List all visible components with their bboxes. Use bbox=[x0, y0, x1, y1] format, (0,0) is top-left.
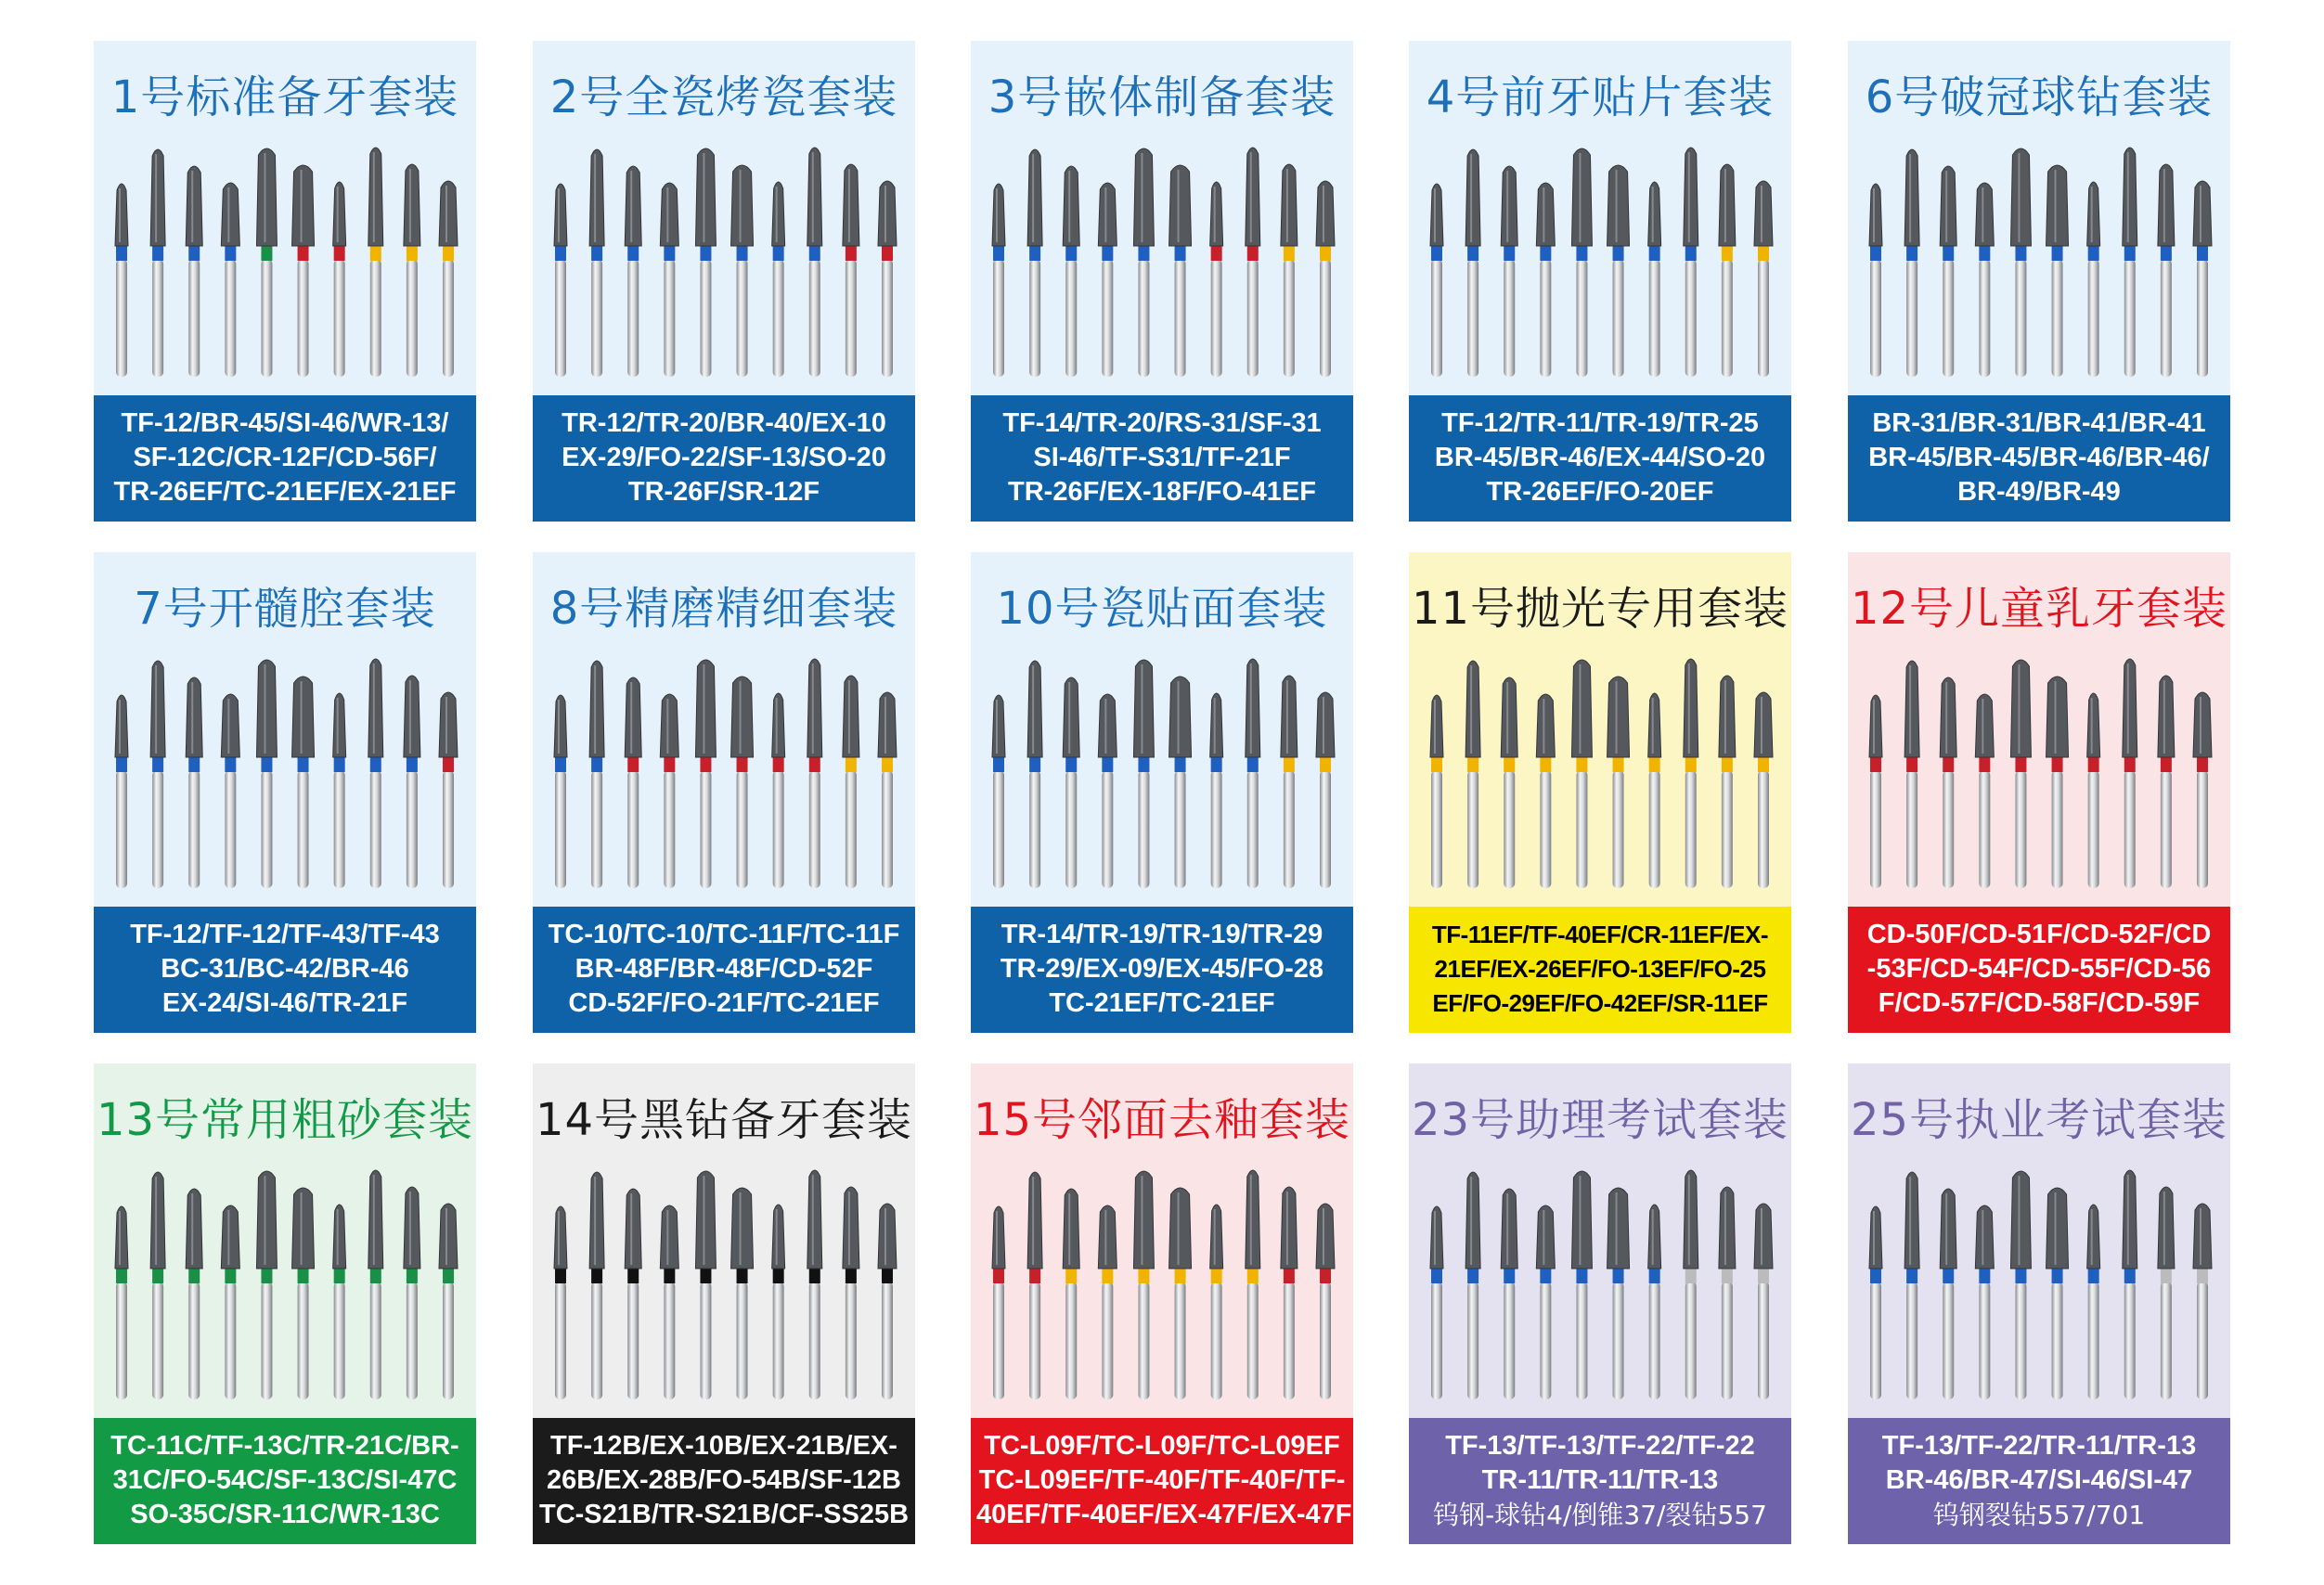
kit-image-area bbox=[971, 552, 1353, 907]
kit-card-25[interactable] bbox=[1848, 1063, 2230, 1544]
bur-icon bbox=[1501, 677, 1517, 888]
bur-icon bbox=[2010, 660, 2031, 888]
kit-model-list bbox=[1848, 395, 2230, 522]
kit-title: 15号邻面去釉套装 bbox=[973, 1094, 1351, 1146]
bur-icon bbox=[2193, 692, 2212, 888]
bur-icon bbox=[1210, 1205, 1223, 1399]
kit-card-23[interactable] bbox=[1409, 1063, 1791, 1544]
model-line: BR-46/BR-47/SI-46/SI-47 bbox=[1885, 1465, 2193, 1495]
model-line: TC-21EF/TC-21EF bbox=[1049, 988, 1275, 1018]
kit-model-list bbox=[533, 907, 915, 1033]
kit-card-3[interactable] bbox=[971, 41, 1353, 522]
bur-icon bbox=[256, 660, 277, 888]
bur-icon bbox=[292, 165, 315, 377]
bur-icon bbox=[731, 1188, 754, 1399]
bur-icon bbox=[625, 1189, 641, 1399]
model-line: EX-29/FO-22/SF-13/SO-20 bbox=[562, 443, 886, 472]
kit-title: 7号开髓腔套装 bbox=[134, 583, 436, 635]
bur-icon bbox=[292, 677, 315, 888]
model-line: 26B/EX-28B/FO-54B/SF-12B bbox=[547, 1465, 901, 1495]
bur-icon bbox=[807, 659, 822, 888]
kit-title: 11号抛光专用套装 bbox=[1411, 583, 1789, 635]
bur-icon bbox=[1975, 183, 1994, 377]
model-line: TR-14/TR-19/TR-19/TR-29 bbox=[1001, 920, 1323, 949]
bur-icon bbox=[1904, 1172, 1919, 1399]
kit-image-area bbox=[1848, 1063, 2230, 1418]
bur-icon bbox=[1536, 183, 1555, 377]
bur-icon bbox=[1133, 1171, 1154, 1399]
bur-icon bbox=[150, 149, 165, 377]
bur-icon bbox=[589, 661, 604, 888]
kit-image-area bbox=[971, 1063, 1353, 1418]
bur-icon bbox=[1940, 166, 1956, 377]
kit-image-area bbox=[1409, 41, 1791, 395]
kit-image-area bbox=[94, 41, 476, 395]
bur-icon bbox=[333, 693, 346, 888]
bur-icon bbox=[1465, 149, 1480, 377]
model-line: TR-12/TR-20/BR-40/EX-10 bbox=[562, 408, 886, 438]
bur-icon bbox=[1571, 660, 1592, 888]
bur-icon bbox=[589, 149, 604, 377]
bur-icon bbox=[878, 1204, 897, 1399]
bur-icon bbox=[1684, 1170, 1698, 1399]
model-line: TF-13/TF-22/TR-11/TR-13 bbox=[1881, 1431, 2197, 1461]
bur-icon bbox=[1133, 148, 1154, 377]
kit-model-list bbox=[971, 395, 1353, 522]
bur-icon bbox=[368, 148, 383, 377]
bur-icon bbox=[843, 164, 859, 377]
model-line: TF-12/TR-11/TR-19/TR-25 bbox=[1441, 408, 1759, 438]
model-line: SO-35C/SR-11C/WR-13C bbox=[130, 1500, 440, 1529]
bur-icon bbox=[2123, 659, 2137, 888]
kit-card-4[interactable] bbox=[1409, 41, 1791, 522]
bur-icon bbox=[2046, 677, 2069, 888]
model-line: BR-48F/BR-48F/CD-52F bbox=[575, 954, 873, 984]
model-line: TC-L09F/TC-L09F/TC-L09EF bbox=[984, 1431, 1340, 1461]
bur-icon bbox=[2010, 148, 2031, 377]
kit-card-2[interactable] bbox=[533, 41, 915, 522]
kit-card-10[interactable] bbox=[971, 552, 1353, 1033]
bur-icon bbox=[1246, 659, 1260, 888]
bur-icon bbox=[1719, 676, 1736, 888]
kit-card-7[interactable] bbox=[94, 552, 476, 1033]
model-line: 31C/FO-54C/SF-13C/SI-47C bbox=[112, 1465, 458, 1495]
kit-model-list bbox=[1409, 395, 1791, 522]
bur-icon bbox=[333, 182, 346, 377]
bur-icon bbox=[186, 677, 202, 888]
bur-icon bbox=[1027, 1172, 1042, 1399]
model-line: TR-29/EX-09/EX-45/FO-28 bbox=[1000, 954, 1324, 984]
kit-title: 8号精磨精细套装 bbox=[549, 583, 898, 635]
bur-icon bbox=[1754, 181, 1773, 377]
kit-image-area bbox=[533, 1063, 915, 1418]
bur-icon bbox=[554, 1206, 567, 1399]
bur-icon bbox=[404, 1187, 420, 1399]
bur-icon bbox=[115, 184, 128, 377]
kit-model-list bbox=[1409, 907, 1791, 1033]
bur-icon bbox=[878, 692, 897, 888]
kit-title: 14号黑钻备牙套装 bbox=[535, 1094, 913, 1146]
model-line: CD-50F/CD-51F/CD-52F/CD bbox=[1866, 920, 2212, 949]
model-line: CD-52F/FO-21F/TC-21EF bbox=[568, 988, 880, 1018]
bur-icon bbox=[2010, 1171, 2031, 1399]
model-line: TF-12B/EX-10B/EX-21B/EX- bbox=[550, 1431, 897, 1461]
model-line: TC-11C/TF-13C/TR-21C/BR- bbox=[110, 1431, 459, 1461]
kit-title: 10号瓷贴面套装 bbox=[996, 583, 1328, 635]
bur-icon bbox=[439, 1204, 458, 1399]
model-line: TF-11EF/TF-40EF/CR-11EF/EX- bbox=[1431, 921, 1769, 948]
bur-icon bbox=[2087, 1205, 2100, 1399]
bur-icon bbox=[368, 659, 383, 888]
kit-title: 12号儿童乳牙套装 bbox=[1850, 583, 2228, 635]
kit-model-list bbox=[1848, 907, 2230, 1033]
model-line: TF-13/TF-13/TF-22/TF-22 bbox=[1445, 1431, 1755, 1461]
bur-icon bbox=[221, 1205, 239, 1399]
bur-icon bbox=[1607, 1188, 1630, 1399]
kit-model-list bbox=[971, 1418, 1353, 1544]
model-line: BR-49/BR-49 bbox=[1957, 477, 2121, 507]
kit-title: 4号前牙贴片套装 bbox=[1426, 71, 1775, 123]
kit-title: 23号助理考试套装 bbox=[1411, 1094, 1789, 1146]
bur-icon bbox=[292, 1188, 315, 1399]
bur-icon bbox=[1571, 1171, 1592, 1399]
bur-icon bbox=[2193, 1204, 2212, 1399]
bur-icon bbox=[256, 1171, 277, 1399]
bur-icon bbox=[1281, 1187, 1298, 1399]
bur-icon bbox=[1536, 694, 1555, 888]
bur-icon bbox=[660, 694, 678, 888]
bur-icon bbox=[1904, 661, 1919, 888]
bur-icon bbox=[1940, 677, 1956, 888]
bur-icon bbox=[1316, 181, 1335, 377]
kit-image-area bbox=[1848, 41, 2230, 395]
bur-icon bbox=[1869, 184, 1882, 377]
bur-icon bbox=[115, 1206, 128, 1399]
bur-icon bbox=[843, 676, 859, 888]
model-line: TC-10/TC-10/TC-11F/TC-11F bbox=[548, 920, 900, 949]
bur-icon bbox=[1316, 692, 1335, 888]
kit-card-1[interactable] bbox=[94, 41, 476, 522]
kit-model-list bbox=[1409, 1418, 1791, 1544]
kit-image-area bbox=[533, 552, 915, 907]
bur-icon bbox=[1607, 677, 1630, 888]
bur-icon bbox=[1246, 1170, 1260, 1399]
bur-icon bbox=[256, 148, 277, 377]
bur-icon bbox=[1571, 148, 1592, 377]
model-line: SI-46/TF-S31/TF-21F bbox=[1033, 443, 1291, 472]
bur-icon bbox=[1027, 149, 1042, 377]
bur-icon bbox=[150, 661, 165, 888]
kit-model-list bbox=[533, 395, 915, 522]
bur-icon bbox=[695, 148, 716, 377]
model-line: TC-S21B/TR-S21B/CF-SS25B bbox=[538, 1500, 910, 1529]
bur-icon bbox=[221, 694, 239, 888]
kit-card-14[interactable] bbox=[533, 1063, 915, 1544]
bur-icon bbox=[1430, 1206, 1443, 1399]
kit-image-area bbox=[1848, 552, 2230, 907]
bur-icon bbox=[2158, 1187, 2175, 1399]
model-line: BR-31/BR-31/BR-41/BR-41 bbox=[1872, 408, 2206, 438]
model-line: EF/FO-29EF/FO-42EF/SR-11EF bbox=[1432, 989, 1768, 1017]
bur-icon bbox=[1246, 148, 1260, 377]
kit-card-13[interactable] bbox=[94, 1063, 476, 1544]
model-line: -53F/CD-54F/CD-55F/CD-56 bbox=[1866, 954, 2212, 984]
kit-title: 6号破冠球钻套装 bbox=[1865, 71, 2214, 123]
model-line: TR-26EF/FO-20EF bbox=[1486, 477, 1714, 507]
bur-icon bbox=[1719, 164, 1736, 377]
bur-icon bbox=[1754, 692, 1773, 888]
bur-icon bbox=[221, 183, 239, 377]
bur-icon bbox=[695, 660, 716, 888]
bur-icon bbox=[439, 692, 458, 888]
bur-icon bbox=[1536, 1205, 1555, 1399]
bur-icon bbox=[660, 183, 678, 377]
bur-icon bbox=[1027, 661, 1042, 888]
bur-icon bbox=[1975, 694, 1994, 888]
kit-model-list bbox=[1848, 1418, 2230, 1544]
bur-icon bbox=[625, 677, 641, 888]
bur-icon bbox=[1465, 1172, 1480, 1399]
kit-image-area bbox=[1409, 1063, 1791, 1418]
bur-icon bbox=[1133, 660, 1154, 888]
bur-icon bbox=[1098, 694, 1117, 888]
bur-icon bbox=[1169, 165, 1192, 377]
bur-icon bbox=[772, 182, 785, 377]
bur-icon bbox=[368, 1170, 383, 1399]
bur-icon bbox=[1210, 693, 1223, 888]
model-line: BR-45/BR-46/EX-44/SO-20 bbox=[1434, 443, 1766, 472]
kit-model-list bbox=[94, 1418, 476, 1544]
kit-title: 2号全瓷烤瓷套装 bbox=[549, 71, 898, 123]
kit-model-list bbox=[94, 395, 476, 522]
bur-icon bbox=[772, 1205, 785, 1399]
bur-icon bbox=[2087, 693, 2100, 888]
bur-icon bbox=[2193, 181, 2212, 377]
bur-icon bbox=[2158, 164, 2175, 377]
bur-icon bbox=[2046, 1188, 2069, 1399]
bur-icon bbox=[695, 1171, 716, 1399]
model-line: TR-26F/SR-12F bbox=[627, 477, 820, 507]
kit-card-15[interactable] bbox=[971, 1063, 1353, 1544]
bur-icon bbox=[1430, 184, 1443, 377]
bur-icon bbox=[1210, 182, 1223, 377]
bur-icon bbox=[404, 164, 420, 377]
kit-title: 25号执业考试套装 bbox=[1850, 1094, 2228, 1146]
model-line: TF-12/BR-45/SI-46/WR-13/ bbox=[121, 408, 449, 438]
bur-icon bbox=[1904, 149, 1919, 377]
bur-icon bbox=[625, 166, 641, 377]
kit-title: 1号标准备牙套装 bbox=[110, 71, 459, 123]
model-line: TR-11/TR-11/TR-13 bbox=[1481, 1465, 1719, 1495]
bur-icon bbox=[1719, 1187, 1736, 1399]
bur-icon bbox=[992, 184, 1005, 377]
bur-icon bbox=[2158, 676, 2175, 888]
bur-icon bbox=[731, 165, 754, 377]
bur-icon bbox=[186, 166, 202, 377]
model-line: BR-45/BR-45/BR-46/BR-46/ bbox=[1868, 443, 2210, 472]
model-line: TR-26EF/TC-21EF/EX-21EF bbox=[113, 477, 457, 507]
bur-icon bbox=[807, 1170, 822, 1399]
bur-icon bbox=[589, 1172, 604, 1399]
bur-icon bbox=[554, 184, 567, 377]
model-line: 钨钢裂钻557/701 bbox=[1932, 1500, 2146, 1530]
bur-icon bbox=[1684, 659, 1698, 888]
model-line: BC-31/BC-42/BR-46 bbox=[161, 954, 409, 984]
bur-icon bbox=[1316, 1204, 1335, 1399]
bur-icon bbox=[2123, 148, 2137, 377]
kit-card-12[interactable] bbox=[1848, 552, 2230, 1033]
model-line: 21EF/EX-26EF/FO-13EF/FO-25 bbox=[1434, 955, 1766, 983]
bur-icon bbox=[843, 1187, 859, 1399]
bur-icon bbox=[1063, 677, 1079, 888]
kit-card-8[interactable] bbox=[533, 552, 915, 1033]
model-line: TF-14/TR-20/RS-31/SF-31 bbox=[1002, 408, 1322, 438]
model-line: 钨钢-球钻4/倒锥37/裂钻557 bbox=[1433, 1500, 1767, 1530]
bur-icon bbox=[1607, 165, 1630, 377]
kit-model-list bbox=[533, 1418, 915, 1544]
model-line: 40EF/TF-40EF/EX-47F/EX-47F bbox=[976, 1500, 1352, 1529]
bur-icon bbox=[1169, 1188, 1192, 1399]
model-line: EX-24/SI-46/TR-21F bbox=[161, 988, 408, 1018]
kit-image-area bbox=[1409, 552, 1791, 907]
kit-title: 13号常用粗砂套装 bbox=[96, 1094, 474, 1146]
bur-icon bbox=[333, 1205, 346, 1399]
kit-image-area bbox=[94, 1063, 476, 1418]
bur-icon bbox=[1465, 661, 1480, 888]
model-line: TF-12/TF-12/TF-43/TF-43 bbox=[130, 920, 440, 949]
kit-model-list bbox=[971, 907, 1353, 1033]
bur-icon bbox=[878, 181, 897, 377]
bur-icon bbox=[1940, 1189, 1956, 1399]
bur-icon bbox=[1430, 695, 1443, 888]
bur-icon bbox=[1648, 182, 1661, 377]
kit-title: 3号嵌体制备套装 bbox=[988, 71, 1336, 123]
bur-icon bbox=[186, 1189, 202, 1399]
bur-icon bbox=[1281, 164, 1298, 377]
bur-icon bbox=[731, 677, 754, 888]
model-line: SF-12C/CR-12F/CD-56F/ bbox=[133, 443, 437, 472]
bur-icon bbox=[1754, 1204, 1773, 1399]
kit-card-6[interactable] bbox=[1848, 41, 2230, 522]
bur-icon bbox=[1648, 1205, 1661, 1399]
bur-icon bbox=[1098, 1205, 1117, 1399]
bur-icon bbox=[2046, 165, 2069, 377]
bur-icon bbox=[115, 695, 128, 888]
bur-icon bbox=[1501, 1189, 1517, 1399]
bur-icon bbox=[404, 676, 420, 888]
bur-icon bbox=[1169, 677, 1192, 888]
bur-icon bbox=[1063, 166, 1079, 377]
bur-icon bbox=[1501, 166, 1517, 377]
model-line: TC-L09EF/TF-40F/TF-40F/TF- bbox=[978, 1465, 1346, 1495]
kit-image-area bbox=[94, 552, 476, 907]
bur-icon bbox=[1684, 148, 1698, 377]
bur-icon bbox=[1975, 1205, 1994, 1399]
bur-icon bbox=[772, 693, 785, 888]
bur-icon bbox=[2123, 1170, 2137, 1399]
model-line: F/CD-57F/CD-58F/CD-59F bbox=[1878, 988, 2201, 1018]
bur-icon bbox=[1098, 183, 1117, 377]
bur-icon bbox=[807, 148, 822, 377]
bur-icon bbox=[992, 1206, 1005, 1399]
bur-icon bbox=[150, 1172, 165, 1399]
kit-card-11[interactable] bbox=[1409, 552, 1791, 1033]
kit-model-list bbox=[94, 907, 476, 1033]
bur-icon bbox=[1648, 693, 1661, 888]
bur-icon bbox=[1869, 695, 1882, 888]
model-line: TR-26F/EX-18F/FO-41EF bbox=[1008, 477, 1316, 507]
bur-icon bbox=[660, 1205, 678, 1399]
bur-icon bbox=[2087, 182, 2100, 377]
bur-icon bbox=[554, 695, 567, 888]
bur-icon bbox=[1281, 676, 1298, 888]
bur-icon bbox=[992, 695, 1005, 888]
bur-icon bbox=[1063, 1189, 1079, 1399]
bur-icon bbox=[439, 181, 458, 377]
kit-image-area bbox=[533, 41, 915, 395]
bur-icon bbox=[1869, 1206, 1882, 1399]
kit-image-area bbox=[971, 41, 1353, 395]
